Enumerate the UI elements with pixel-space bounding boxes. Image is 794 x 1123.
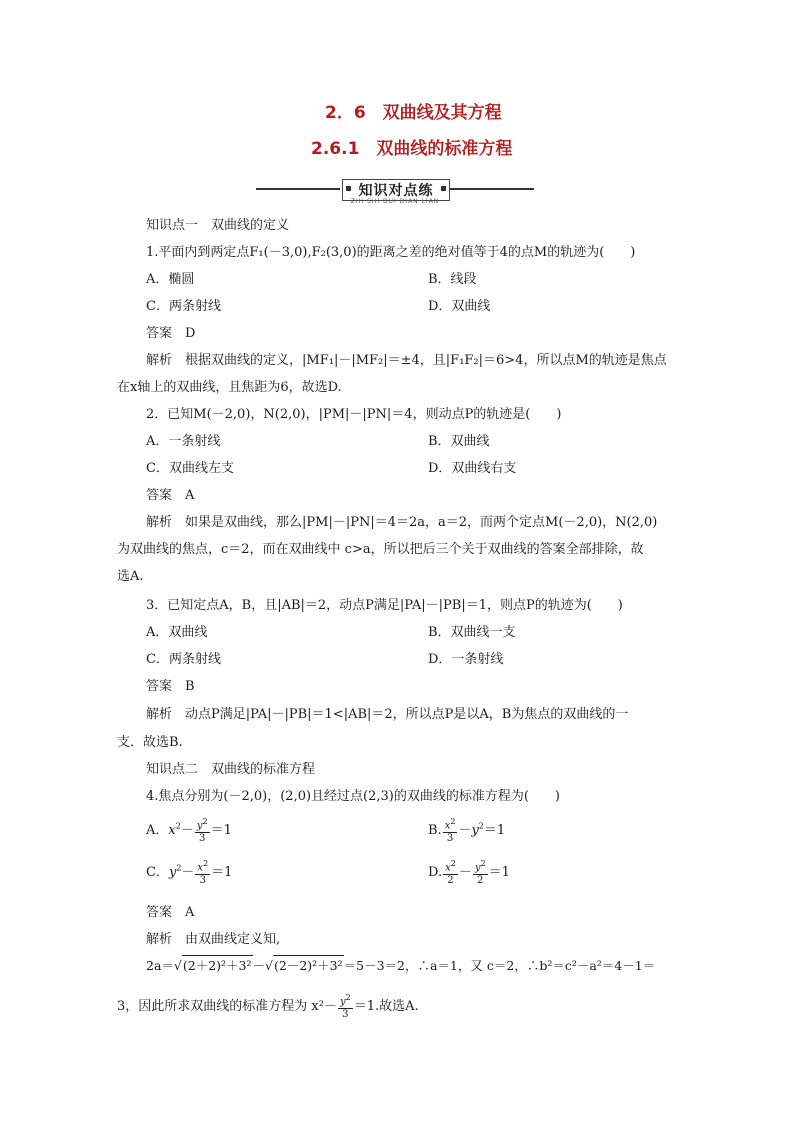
q4-answer-label: 答案: [146, 905, 173, 920]
q2-analysis-text1: 如果是双曲线，那么|PM|－|PN|＝4＝2a，a＝2，而两个定点M(－2,0)，N(2,0): [185, 515, 658, 530]
q4-stem: 4.焦点分别为(－2,0)，(2,0)且经过点(2,3)的双曲线的标准方程为( ): [146, 789, 561, 804]
q4-analysis-line3-pre: 3，因此所求双曲线的标准方程为 x²－: [117, 999, 337, 1015]
q4-analysis-text1: 由双曲线定义知,: [185, 932, 281, 947]
section-heading-1: 知识点一 双曲线的定义: [146, 218, 290, 233]
banner-rule-left: [256, 188, 340, 190]
section-title: 2.6.1 双曲线的标准方程: [311, 139, 513, 159]
q4-option-d-prefix: D.: [428, 865, 443, 881]
banner-sub-text: ZHI SHI DUI DIAN LIAN: [350, 198, 440, 205]
q2-option-d: D．双曲线右支: [428, 461, 517, 476]
q3-answer-label: 答案: [146, 679, 173, 694]
q2-answer-value: A: [185, 488, 195, 503]
q4-analysis-line2-pre: 2a＝: [146, 958, 174, 973]
q4-option-b-prefix: B.: [428, 823, 442, 839]
q3-option-d: D．一条射线: [428, 652, 504, 667]
q1-option-b: B．线段: [428, 272, 477, 287]
q1-option-a: A．椭圆: [146, 272, 195, 287]
q4-analysis-label: 解析: [146, 932, 173, 947]
q2-analysis-line2: 为双曲线的焦点，c＝2，而在双曲线中 c>a，所以把后三个关于双曲线的答案全部排除，故: [117, 542, 644, 557]
q1-option-c: C．两条射线: [146, 299, 221, 314]
q4-option-b-fraction: $\frac{x^2}{3}$: [444, 817, 456, 845]
q3-analysis-label: 解析: [146, 707, 173, 722]
q2-analysis-line1: [146, 511, 657, 530]
q4-analysis-line2-post: ＝5－3＝2，∴a＝1，又 c＝2，∴b²＝c²－a²＝4－1＝: [343, 958, 656, 973]
q1-analysis-line1: [146, 349, 667, 368]
banner-rule-right: [450, 188, 534, 190]
q4-option-d-formula: $\frac{x^2}{2}$ － $\frac{y^2}{2}$ ＝1: [445, 859, 510, 887]
q4-option-a-prefix: A．: [146, 823, 169, 839]
q3-analysis-line1: [146, 703, 628, 722]
q4-option-a-formula: $x^2-$ $\frac{y^2}{3}$ ＝1: [168, 817, 232, 845]
q3-answer-value: B: [185, 679, 195, 694]
q4-analysis-line3: [117, 992, 419, 1021]
q4-option-c-prefix: C．: [146, 865, 169, 881]
q4-analysis-sqrt-expression: √(2＋2)²＋3²－√(2－2)²＋3²: [174, 958, 344, 973]
q2-answer-label: 答案: [146, 488, 173, 503]
q4-option-c-fraction: $\frac{x^2}{3}$: [197, 859, 209, 887]
q3-answer: [146, 675, 195, 694]
q2-option-b: B．双曲线: [428, 434, 490, 449]
q4-option-b: [428, 816, 505, 845]
q2-option-c: C．双曲线左支: [146, 461, 234, 476]
q1-option-d: D．双曲线: [428, 299, 491, 314]
q3-option-a: A．双曲线: [146, 625, 208, 640]
q3-stem: 3．已知定点A，B，且|AB|＝2，动点P满足|PA|－|PB|＝1，则点P的轨迹为( ): [146, 598, 623, 613]
q1-analysis-label: 解析: [146, 353, 173, 368]
q4-analysis-line3-post: ＝1.故选A.: [353, 999, 419, 1015]
knowledge-banner: [256, 179, 534, 205]
q3-option-c: C．两条射线: [146, 652, 221, 667]
q4-option-d-fraction-x: $\frac{x^2}{2}$: [445, 859, 456, 887]
q2-analysis-label: 解析: [146, 515, 173, 530]
q2-stem: 2．已知M(－2,0)，N(2,0)，|PM|－|PN|＝4，则动点P的轨迹是( ): [146, 407, 562, 422]
q3-analysis-text1: 动点P满足|PA|－|PB|＝1<|AB|＝2，所以点P是以A，B为焦点的双曲线的一: [185, 707, 629, 722]
q3-analysis-line2: 支．故选B.: [117, 735, 183, 750]
q4-answer: [146, 901, 194, 920]
q3-option-b: B．双曲线一支: [428, 625, 516, 640]
q4-answer-value: A: [185, 905, 195, 920]
q4-analysis-line2: [146, 955, 655, 974]
q1-analysis-line2: 在x轴上的双曲线，且焦距为6，故选D.: [117, 380, 342, 395]
banner-main-text: 知识对点练: [358, 183, 434, 199]
q4-option-a-fraction: $\frac{y^2}{3}$: [196, 817, 208, 845]
q4-option-c: [146, 858, 232, 887]
q1-analysis-text1: 根据双曲线的定义，|MF₁|－|MF₂|＝±4，且|F₁F₂|＝6>4，所以点M的轨迹是焦点: [185, 353, 667, 368]
q4-option-a: [146, 816, 232, 845]
q1-answer-label: 答案: [146, 326, 173, 341]
q1-answer: [146, 322, 195, 341]
q2-option-a: A．一条射线: [146, 434, 221, 449]
q4-analysis-fraction: $\frac{y^2}{3}$: [339, 993, 351, 1021]
q4-analysis-line1: [146, 928, 280, 947]
q1-answer-value: D: [185, 326, 196, 341]
section-heading-2: 知识点二 双曲线的标准方程: [146, 762, 316, 777]
q4-option-c-formula: $y^2-$ $\frac{x^2}{3}$ ＝1: [168, 859, 233, 887]
q2-analysis-line3: 选A.: [117, 569, 144, 584]
q4-option-d-fraction-y: $\frac{y^2}{2}$: [474, 859, 486, 887]
q4-option-d: [428, 858, 510, 887]
q1-stem: 1.平面内到两定点F₁(－3,0),F₂(3,0)的距离之差的绝对值等于4的点M的轨迹为( ): [146, 245, 636, 260]
q4-option-b-formula: $\frac{x^2}{3}$ $-y^2=1$: [444, 817, 506, 845]
q2-answer: [146, 484, 194, 503]
chapter-title: 2．6 双曲线及其方程: [325, 103, 502, 123]
